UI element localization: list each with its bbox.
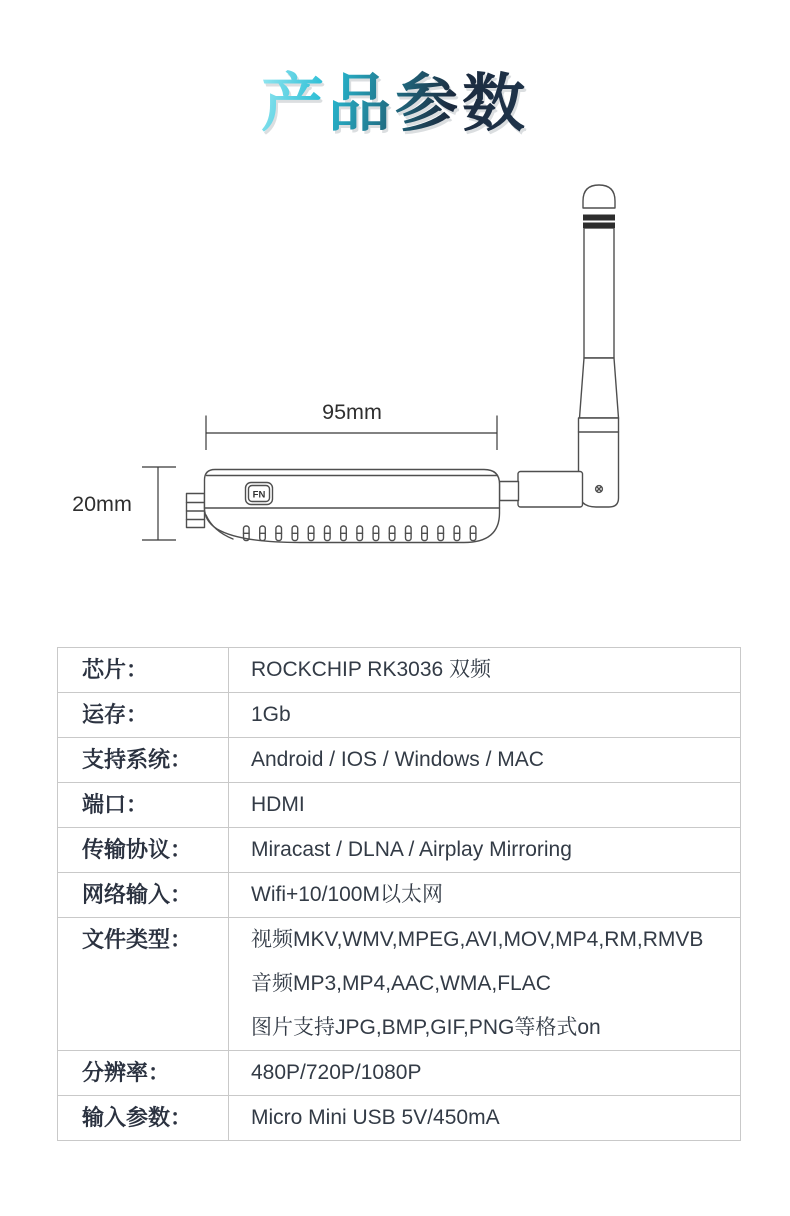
fn-button-label: FN xyxy=(252,489,266,501)
spec-label: 运存： xyxy=(58,693,229,738)
spec-label: 芯片： xyxy=(58,648,229,693)
spec-row xyxy=(58,828,741,873)
spec-value-line: 音频MP3,MP4,AAC,WMA,FLAC xyxy=(251,972,551,995)
spec-value xyxy=(229,918,741,1051)
spec-label: 端口： xyxy=(58,783,229,828)
spec-label: 支持系统： xyxy=(58,738,229,783)
dimension-height-label: 20mm xyxy=(72,492,132,516)
antenna-taper xyxy=(580,358,619,418)
spec-row xyxy=(58,738,741,783)
page-title: 产品参数 xyxy=(0,70,790,139)
spec-value xyxy=(229,693,741,738)
spec-table xyxy=(57,647,741,1141)
spec-row xyxy=(58,918,741,1051)
spec-value xyxy=(229,1051,741,1096)
antenna-hinge xyxy=(518,472,583,508)
spec-value xyxy=(229,783,741,828)
antenna-band xyxy=(583,223,615,229)
spec-row xyxy=(58,783,741,828)
spec-row xyxy=(58,1051,741,1096)
spec-label: 网络输入： xyxy=(58,873,229,918)
dimension-height xyxy=(72,467,176,540)
spec-value-line: ROCKCHIP RK3036 双频 xyxy=(251,658,492,681)
spec-label: 分辨率： xyxy=(58,1051,229,1096)
spec-value xyxy=(229,738,741,783)
spec-value-line: 视频MKV,WMV,MPEG,AVI,MOV,MP4,RM,RMVB xyxy=(251,928,704,951)
antenna-shaft xyxy=(584,228,614,358)
spec-row xyxy=(58,693,741,738)
spec-value xyxy=(229,828,741,873)
hdmi-connector xyxy=(187,494,205,528)
spec-value-line: Miracast / DLNA / Airplay Mirroring xyxy=(251,838,572,861)
spec-label: 输入参数： xyxy=(58,1096,229,1141)
spec-value-line: HDMI xyxy=(251,793,305,816)
spec-value-line: 1Gb xyxy=(251,703,291,726)
antenna xyxy=(579,185,619,507)
spec-value-line: Android / IOS / Windows / MAC xyxy=(251,748,544,771)
spec-value xyxy=(229,873,741,918)
spec-value-line: 图片支持JPG,BMP,GIF,PNG等格式on xyxy=(251,1016,601,1039)
spec-label: 传输协议： xyxy=(58,828,229,873)
spec-label: 文件类型： xyxy=(58,918,229,1051)
spec-value xyxy=(229,648,741,693)
spec-value-line: 480P/720P/1080P xyxy=(251,1061,422,1084)
antenna-dome xyxy=(583,185,615,208)
hinge-neck xyxy=(500,482,519,501)
spec-value xyxy=(229,1096,741,1141)
spec-row xyxy=(58,1096,741,1141)
spec-value-line: Micro Mini USB 5V/450mA xyxy=(251,1106,500,1129)
spec-row xyxy=(58,648,741,693)
spec-row xyxy=(58,873,741,918)
dimension-width xyxy=(206,400,497,450)
spec-value-line: Wifi+10/100M以太网 xyxy=(251,883,443,906)
antenna-band xyxy=(583,215,615,221)
dimension-width-label: 95mm xyxy=(322,400,382,424)
